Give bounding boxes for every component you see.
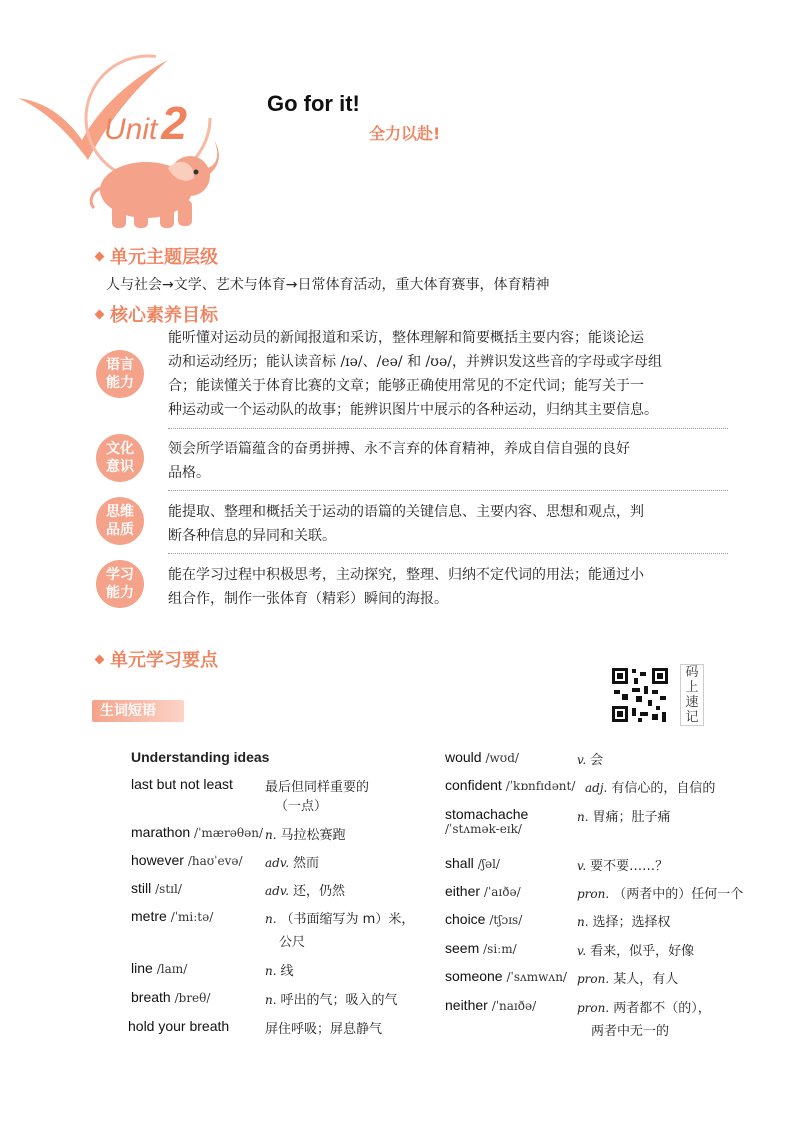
theme-heading: 单元主题层级 bbox=[96, 243, 218, 269]
vocab-meaning: pron. 两者都不（的）， 两者中无一的 bbox=[577, 1001, 711, 1039]
vocab-meaning: pron. （两者中的）任何一个 bbox=[577, 887, 744, 902]
vocab-word: someone /ˈsʌmwʌn/ bbox=[445, 968, 567, 984]
goal-text-learning: 能在学习过程中积极思考，主动探究，整理、归纳不定代词的用法；能通过小 组合作，制作一张体育（精彩）瞬间的海报。 bbox=[168, 567, 644, 607]
vocab-meaning: n. 线 bbox=[265, 964, 294, 979]
theme-text: 人与社会→文学、艺术与体育→日常体育活动，重大体育赛事，体育精神 bbox=[106, 277, 550, 293]
vocab-meaning: n. 马拉松赛跑 bbox=[265, 828, 346, 843]
vocab-meaning: 屏住呼吸；屏息静气 bbox=[265, 1022, 383, 1037]
vocab-word: shall /ʃəl/ bbox=[445, 855, 500, 871]
vocab-word: either /ˈaɪðə/ bbox=[445, 883, 521, 899]
goal-badge-thinking: 思维 品质 bbox=[96, 497, 144, 545]
goal-badge-culture: 文化 意识 bbox=[96, 434, 144, 482]
goal-badge-language: 语言 能力 bbox=[96, 350, 144, 398]
divider bbox=[168, 490, 728, 491]
vocab-subheading: Understanding ideas bbox=[131, 749, 270, 765]
goals-heading: 核心素养目标 bbox=[96, 301, 218, 327]
vocab-word: line /laɪn/ bbox=[131, 960, 188, 976]
vocab-meaning: n. 选择；选择权 bbox=[577, 915, 671, 930]
unit-word: Unit bbox=[104, 113, 158, 146]
vocab-word: seem /siːm/ bbox=[445, 940, 517, 956]
vocab-word: still /stɪl/ bbox=[131, 880, 182, 896]
vocab-meaning: n. 胃痛；肚子痛 bbox=[577, 810, 671, 825]
vocab-meaning: pron. 某人，有人 bbox=[577, 972, 679, 987]
diamond-bullet-icon bbox=[95, 309, 105, 319]
vocab-meaning: adv. 还，仍然 bbox=[265, 884, 346, 899]
goal-text-language: 能听懂对运动员的新闻报道和采访，整体理解和简要概括主要内容；能谈论运 动和运动经历；能认读音标 /ɪə/、/eə/ 和 /ʊə/，并辨识发这些音的字母或字母组 合；能读懂关于体育比赛的文章；能够正确使用常见的不定代词；能写关于一 种运动或一个运动队的故事；能辨识图片中展示的各种运动，归纳其主要信息。 bbox=[168, 330, 662, 418]
vocab-meaning: v. 要不要……？ bbox=[577, 859, 669, 874]
vocab-tag: 生词短语 bbox=[92, 700, 184, 722]
vocab-meaning: 最后但同样重要的 （一点） bbox=[265, 780, 370, 814]
vocab-word: would /wʊd/ bbox=[445, 749, 519, 765]
vocab-word: neither /ˈnaɪðə/ bbox=[445, 997, 537, 1013]
vocab-word: stomachache /ˈstʌmək-eɪk/ bbox=[445, 806, 529, 836]
vocab-meaning: adv. 然而 bbox=[265, 856, 320, 871]
divider bbox=[168, 553, 728, 554]
vocab-word: last but not least bbox=[131, 776, 233, 792]
divider bbox=[168, 428, 728, 429]
qr-label: 码上速记 bbox=[680, 664, 704, 726]
vocab-word: confident /ˈkɒnfɪdənt/ bbox=[445, 777, 576, 793]
page-subtitle: 全力以赴! bbox=[369, 124, 441, 143]
vocab-meaning: adj. 有信心的，自信的 bbox=[585, 781, 716, 796]
vocab-meaning: n. 呼出的气；吸入的气 bbox=[265, 993, 398, 1008]
diamond-bullet-icon bbox=[95, 654, 105, 664]
goal-text-thinking: 能提取、整理和概括关于运动的语篇的关键信息、主要内容、思想和观点，判 断各种信息的异同和关联。 bbox=[168, 504, 644, 544]
vocab-word: choice /tʃɔɪs/ bbox=[445, 911, 523, 927]
goal-badge-learning: 学习 能力 bbox=[96, 560, 144, 608]
diamond-bullet-icon bbox=[95, 251, 105, 261]
page-title: Go for it! bbox=[267, 91, 360, 116]
vocab-word: breath /breθ/ bbox=[131, 989, 211, 1005]
vocab-meaning: v. 看来，似乎，好像 bbox=[577, 944, 695, 959]
points-heading: 单元学习要点 bbox=[96, 646, 218, 672]
vocab-word: hold your breath bbox=[128, 1018, 230, 1034]
unit-number: 2 bbox=[161, 97, 187, 149]
vocab-word: metre /ˈmiːtə/ bbox=[131, 908, 214, 924]
vocab-meaning: n. （书面缩写为 m）米， 公尺 bbox=[265, 912, 415, 950]
goal-text-culture: 领会所学语篇蕴含的奋勇拼搏、永不言弃的体育精神，养成自信自强的良好 品格。 bbox=[168, 441, 630, 481]
vocab-word: marathon /ˈmærəθən/ bbox=[131, 824, 263, 840]
vocab-meaning: v. 会 bbox=[577, 753, 604, 768]
vocab-word: however /haʊˈevə/ bbox=[131, 852, 243, 868]
unit-label bbox=[104, 96, 187, 150]
qr-code-icon[interactable] bbox=[610, 666, 670, 724]
